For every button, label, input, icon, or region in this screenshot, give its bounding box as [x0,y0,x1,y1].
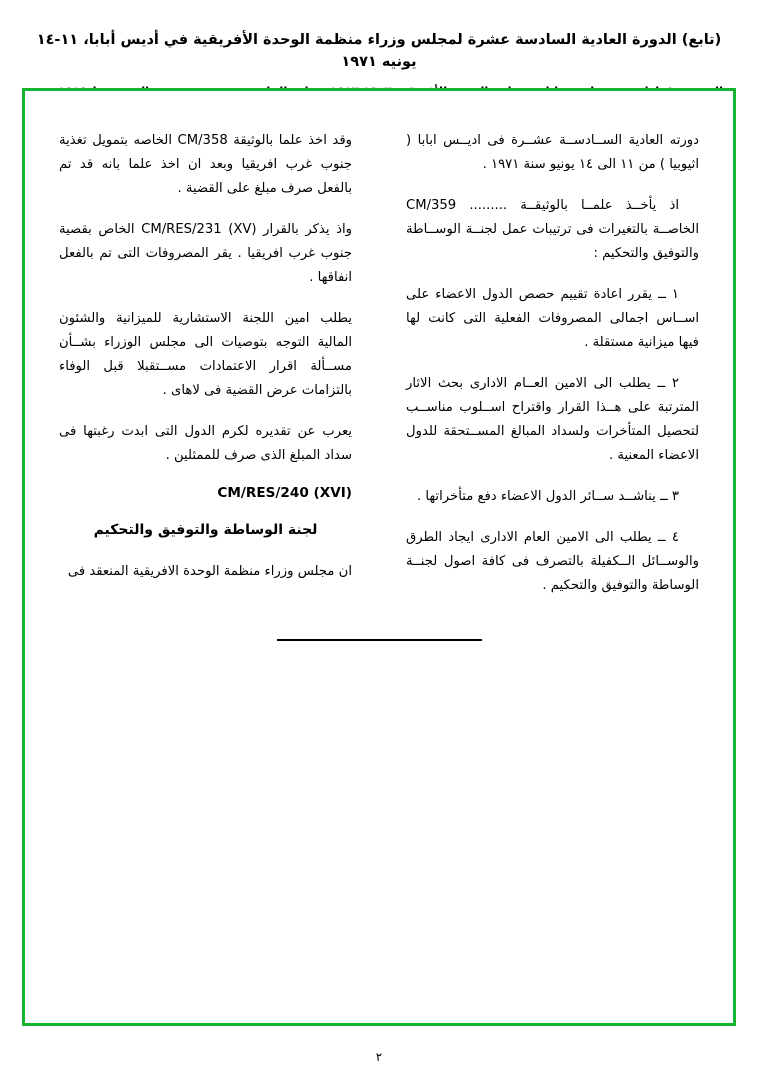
column-right [394,129,699,615]
paragraph: يعرب عن تقديره لكرم الدول التى ابدت رغبتها فى سداد المبلغ الذى صرف للممثلين . [59,424,352,464]
paragraph: ٤ ــ يطلب الى الامين العام الادارى ايجاد الطرق والوســائل الــكفيلة بالتصرف فى كافة اصول لجنــة الوساطة والتوفيق والتحكيم . [406,530,699,594]
paragraph: ان مجلس وزراء منظمة الوحدة الافريقية المنعقد فى [67,564,352,580]
content-frame [22,88,736,1026]
two-column-layout [25,91,733,615]
paragraph: ١ ــ يقرر اعادة تقييم حصص الدول الاعضاء على اســاس اجمالى المصروفات الفعلية التى كانت لها فيها ميزانية مستقلة . [406,287,699,351]
page-number: ٢ [375,1050,383,1064]
section-heading: لجنة الوساطة والتوفيق والتحكيم [93,522,318,539]
paragraph: وقد اخذ علما بالوثيقة CM/358 الخاصه بتمويل تغذية جنوب غرب افريقيا وبعد ان اخذ علما بانه قد تم بالفعل صرف مبلغ على القضية . [59,133,352,197]
paragraph: واذ يذكر بالقرار (XV) CM/RES/231 الخاص بقصية جنوب غرب افريقيا . يقر المصروفات التى تم بالفعل انفاقها . [59,222,352,286]
page-footer [0,1050,758,1064]
header-title: (تابع) الدورة العادية السادسة عشرة لمجلس وزراء منظمة الوحدة الأفريقية في أديس أبابا، ١١-١٤ يونيه ١٩٧١ [36,32,722,70]
paragraph: دورته العادية الســادســة عشــرة فى اديــس ابابا ( اثيوبيا ) من ١١ الى ١٤ يونيو سنة ١٩٧١ . [406,133,699,173]
horizontal-rule-wrapper [25,639,733,641]
paragraph: يطلب امين اللجنة الاستشارية للميزانية والشئون المالية التوجه بتوصيات الى مجلس الوزراء بشــأن مســألة اقرار الاعتمادات مســتقبلا قبل الوفاء بالتزامات عرض القضية فى لاهاى . [59,311,352,399]
column-left [59,129,364,615]
paragraph: ٣ ــ يناشــد ســائر الدول الاعضاء دفع متأخراتها . [416,489,679,505]
resolution-code: CM/RES/240 (XVI) [217,485,352,502]
paragraph: ٢ ــ يطلب الى الامين العــام الادارى بحث الاثار المترتبة على هــذا القرار واقتراح اســلوب مناســب لتحصيل المتأخرات ولسداد المبالغ المســتحقة للدول الاعضاء المعنية . [406,376,699,464]
horizontal-rule [277,639,482,641]
paragraph: اذ يأخــذ علمــا بالوثيقــة ......... CM/359 الخاصــة بالتغيرات فى ترتيبات عمل لجنــة الوســاطة والتوفيق والتحكيم : [406,198,699,262]
